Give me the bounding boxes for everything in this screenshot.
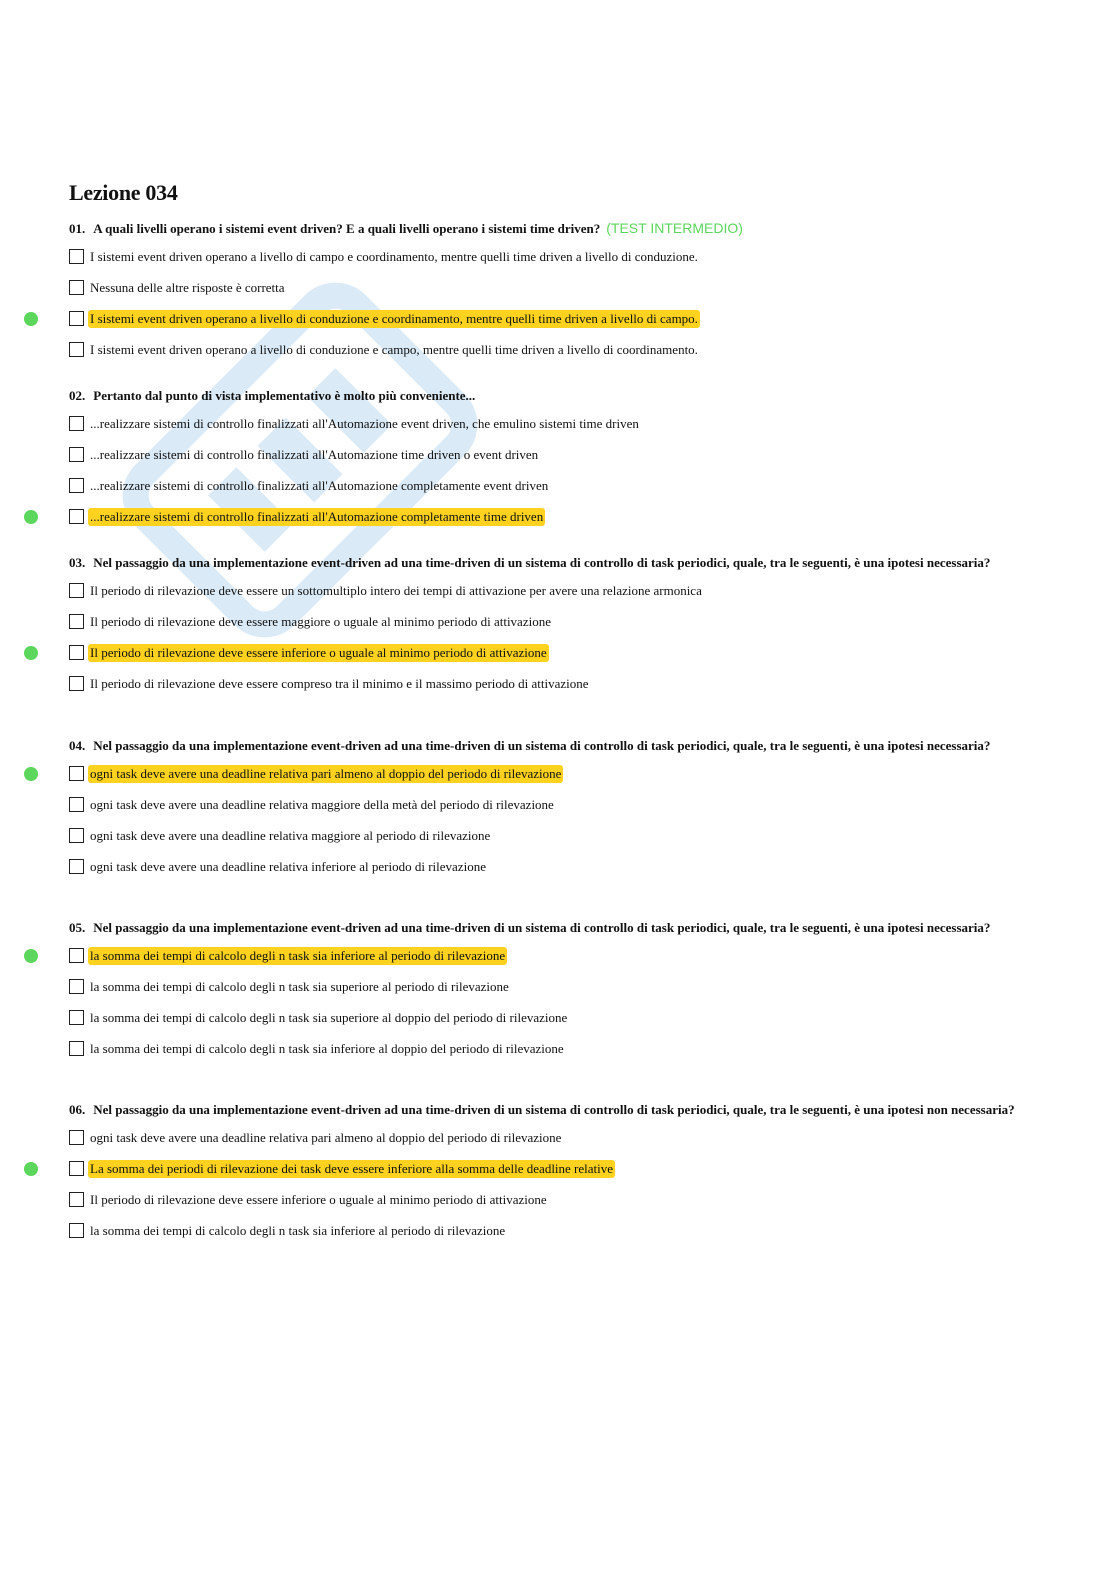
answer-option[interactable] xyxy=(69,820,1029,851)
correct-marker-dot xyxy=(24,1162,38,1176)
answer-text: Il periodo di rilevazione deve essere inferiore o uguale al minimo periodo di attivazione xyxy=(90,644,547,660)
question-text xyxy=(69,555,1029,570)
question-3 xyxy=(69,555,1029,699)
question-label: Pertanto dal punto di vista implementativo è molto più conveniente... xyxy=(93,388,476,403)
answer-checkbox[interactable] xyxy=(69,1223,84,1238)
correct-marker-dot xyxy=(24,646,38,660)
answer-option[interactable] xyxy=(69,789,1029,820)
question-text xyxy=(69,738,1029,753)
answer-option[interactable] xyxy=(69,1033,1029,1064)
answer-checkbox[interactable] xyxy=(69,509,84,524)
answer-text: ogni task deve avere una deadline relativa pari almeno al doppio del periodo di rilevazione xyxy=(90,765,562,781)
answer-text: Il periodo di rilevazione deve essere un sottomultiplo intero dei tempi di attivazione per avere una relazione armonica xyxy=(90,582,702,598)
answer-checkbox[interactable] xyxy=(69,249,84,264)
answer-checkbox[interactable] xyxy=(69,948,84,963)
answer-option[interactable] xyxy=(69,575,1029,606)
answer-list xyxy=(69,408,1029,532)
question-label: Nel passaggio da una implementazione event-driven ad una time-driven di un sistema di controllo di task periodici, quale, tra le seguenti, è una ipotesi necessaria? xyxy=(93,555,991,570)
answer-list xyxy=(69,758,1029,882)
answer-option[interactable] xyxy=(69,971,1029,1002)
answer-checkbox[interactable] xyxy=(69,614,84,629)
answer-checkbox[interactable] xyxy=(69,676,84,691)
answer-checkbox[interactable] xyxy=(69,797,84,812)
answer-checkbox[interactable] xyxy=(69,342,84,357)
answer-checkbox[interactable] xyxy=(69,416,84,431)
answer-option[interactable] xyxy=(69,303,1029,334)
answer-text: Il periodo di rilevazione deve essere compreso tra il minimo e il massimo periodo di attivazione xyxy=(90,675,589,691)
answer-text: la somma dei tempi di calcolo degli n task sia inferiore al periodo di rilevazione xyxy=(90,1222,506,1238)
answer-list xyxy=(69,1122,1029,1246)
answer-text: la somma dei tempi di calcolo degli n task sia inferiore al doppio del periodo di rilevazione xyxy=(90,1040,564,1056)
question-number: 05. xyxy=(69,920,86,935)
test-intermedio-tag: (TEST INTERMEDIO) xyxy=(606,220,743,236)
answer-option[interactable] xyxy=(69,1184,1029,1215)
answer-option[interactable] xyxy=(69,758,1029,789)
answer-checkbox[interactable] xyxy=(69,859,84,874)
answer-text: I sistemi event driven operano a livello di conduzione e campo, mentre quelli time driven a livello di coordinamento. xyxy=(90,341,698,357)
answer-checkbox[interactable] xyxy=(69,311,84,326)
answer-option[interactable] xyxy=(69,241,1029,272)
answer-text: I sistemi event driven operano a livello di conduzione e coordinamento, mentre quelli time driven a livello di campo. xyxy=(90,310,698,326)
answer-checkbox[interactable] xyxy=(69,1161,84,1176)
answer-checkbox[interactable] xyxy=(69,1010,84,1025)
answer-option[interactable] xyxy=(69,439,1029,470)
question-5 xyxy=(69,920,1029,1064)
answer-checkbox[interactable] xyxy=(69,447,84,462)
answer-option[interactable] xyxy=(69,272,1029,303)
answer-option[interactable] xyxy=(69,1002,1029,1033)
question-text xyxy=(69,920,1029,935)
answer-text: la somma dei tempi di calcolo degli n task sia inferiore al periodo di rilevazione xyxy=(90,947,506,963)
answer-text: Il periodo di rilevazione deve essere maggiore o uguale al minimo periodo di attivazione xyxy=(90,613,551,629)
answer-text: ogni task deve avere una deadline relativa maggiore della metà del periodo di rilevazione xyxy=(90,796,554,812)
answer-checkbox[interactable] xyxy=(69,280,84,295)
question-label: Nel passaggio da una implementazione event-driven ad una time-driven di un sistema di controllo di task periodici, quale, tra le seguenti, è una ipotesi necessaria? xyxy=(93,738,991,753)
answer-option[interactable] xyxy=(69,606,1029,637)
question-label: Nel passaggio da una implementazione event-driven ad una time-driven di un sistema di controllo di task periodici, quale, tra le seguenti, è una ipotesi non necessaria? xyxy=(93,1102,1015,1117)
answer-option[interactable] xyxy=(69,1122,1029,1153)
answer-option[interactable] xyxy=(69,501,1029,532)
question-number: 01. xyxy=(69,221,86,236)
answer-checkbox[interactable] xyxy=(69,1130,84,1145)
answer-option[interactable] xyxy=(69,1215,1029,1246)
answer-checkbox[interactable] xyxy=(69,979,84,994)
answer-list xyxy=(69,940,1029,1064)
answer-checkbox[interactable] xyxy=(69,1192,84,1207)
question-number: 04. xyxy=(69,738,86,753)
question-1 xyxy=(69,221,1029,365)
question-text xyxy=(69,1102,1029,1117)
answer-option[interactable] xyxy=(69,1153,1029,1184)
question-label: A quali livelli operano i sistemi event driven? E a quali livelli operano i sistemi time driven? xyxy=(93,221,601,236)
answer-text: la somma dei tempi di calcolo degli n task sia superiore al doppio del periodo di rilevazione xyxy=(90,1009,568,1025)
answer-text: I sistemi event driven operano a livello di campo e coordinamento, mentre quelli time driven a livello di conduzione. xyxy=(90,248,698,264)
page-title: Lezione 034 xyxy=(69,180,178,205)
answer-text: ...realizzare sistemi di controllo finalizzati all'Automazione completamente time driven xyxy=(90,508,544,524)
answer-text: ogni task deve avere una deadline relativa pari almeno al doppio del periodo di rilevazione xyxy=(90,1129,562,1145)
answer-text: La somma dei periodi di rilevazione dei task deve essere inferiore alla somma delle deadline relative xyxy=(90,1160,614,1176)
correct-marker-dot xyxy=(24,767,38,781)
correct-marker-dot xyxy=(24,949,38,963)
question-4 xyxy=(69,738,1029,882)
answer-text: Il periodo di rilevazione deve essere inferiore o uguale al minimo periodo di attivazione xyxy=(90,1191,547,1207)
question-text xyxy=(69,221,1029,236)
answer-option[interactable] xyxy=(69,940,1029,971)
answer-option[interactable] xyxy=(69,851,1029,882)
question-number: 02. xyxy=(69,388,86,403)
answer-option[interactable] xyxy=(69,637,1029,668)
correct-marker-dot xyxy=(24,312,38,326)
question-6 xyxy=(69,1102,1029,1246)
answer-checkbox[interactable] xyxy=(69,478,84,493)
correct-marker-dot xyxy=(24,510,38,524)
answer-checkbox[interactable] xyxy=(69,583,84,598)
answer-text: Nessuna delle altre risposte è corretta xyxy=(90,279,285,295)
question-number: 03. xyxy=(69,555,86,570)
answer-list xyxy=(69,241,1029,365)
answer-checkbox[interactable] xyxy=(69,766,84,781)
answer-option[interactable] xyxy=(69,470,1029,501)
answer-list xyxy=(69,575,1029,699)
answer-option[interactable] xyxy=(69,668,1029,699)
answer-text: ...realizzare sistemi di controllo finalizzati all'Automazione time driven o event driven xyxy=(90,446,539,462)
question-2 xyxy=(69,388,1029,532)
question-number: 06. xyxy=(69,1102,86,1117)
question-text xyxy=(69,388,1029,403)
answer-option[interactable] xyxy=(69,334,1029,365)
question-label: Nel passaggio da una implementazione event-driven ad una time-driven di un sistema di controllo di task periodici, quale, tra le seguenti, è una ipotesi necessaria? xyxy=(93,920,991,935)
answer-text: la somma dei tempi di calcolo degli n task sia superiore al periodo di rilevazione xyxy=(90,978,509,994)
answer-text: ...realizzare sistemi di controllo finalizzati all'Automazione event driven, che emulino sistemi time driven xyxy=(90,415,639,431)
answer-text: ogni task deve avere una deadline relativa inferiore al periodo di rilevazione xyxy=(90,858,486,874)
answer-text: ...realizzare sistemi di controllo finalizzati all'Automazione completamente event driven xyxy=(90,477,549,493)
answer-checkbox[interactable] xyxy=(69,645,84,660)
answer-checkbox[interactable] xyxy=(69,1041,84,1056)
answer-option[interactable] xyxy=(69,408,1029,439)
answer-checkbox[interactable] xyxy=(69,828,84,843)
answer-text: ogni task deve avere una deadline relativa maggiore al periodo di rilevazione xyxy=(90,827,491,843)
